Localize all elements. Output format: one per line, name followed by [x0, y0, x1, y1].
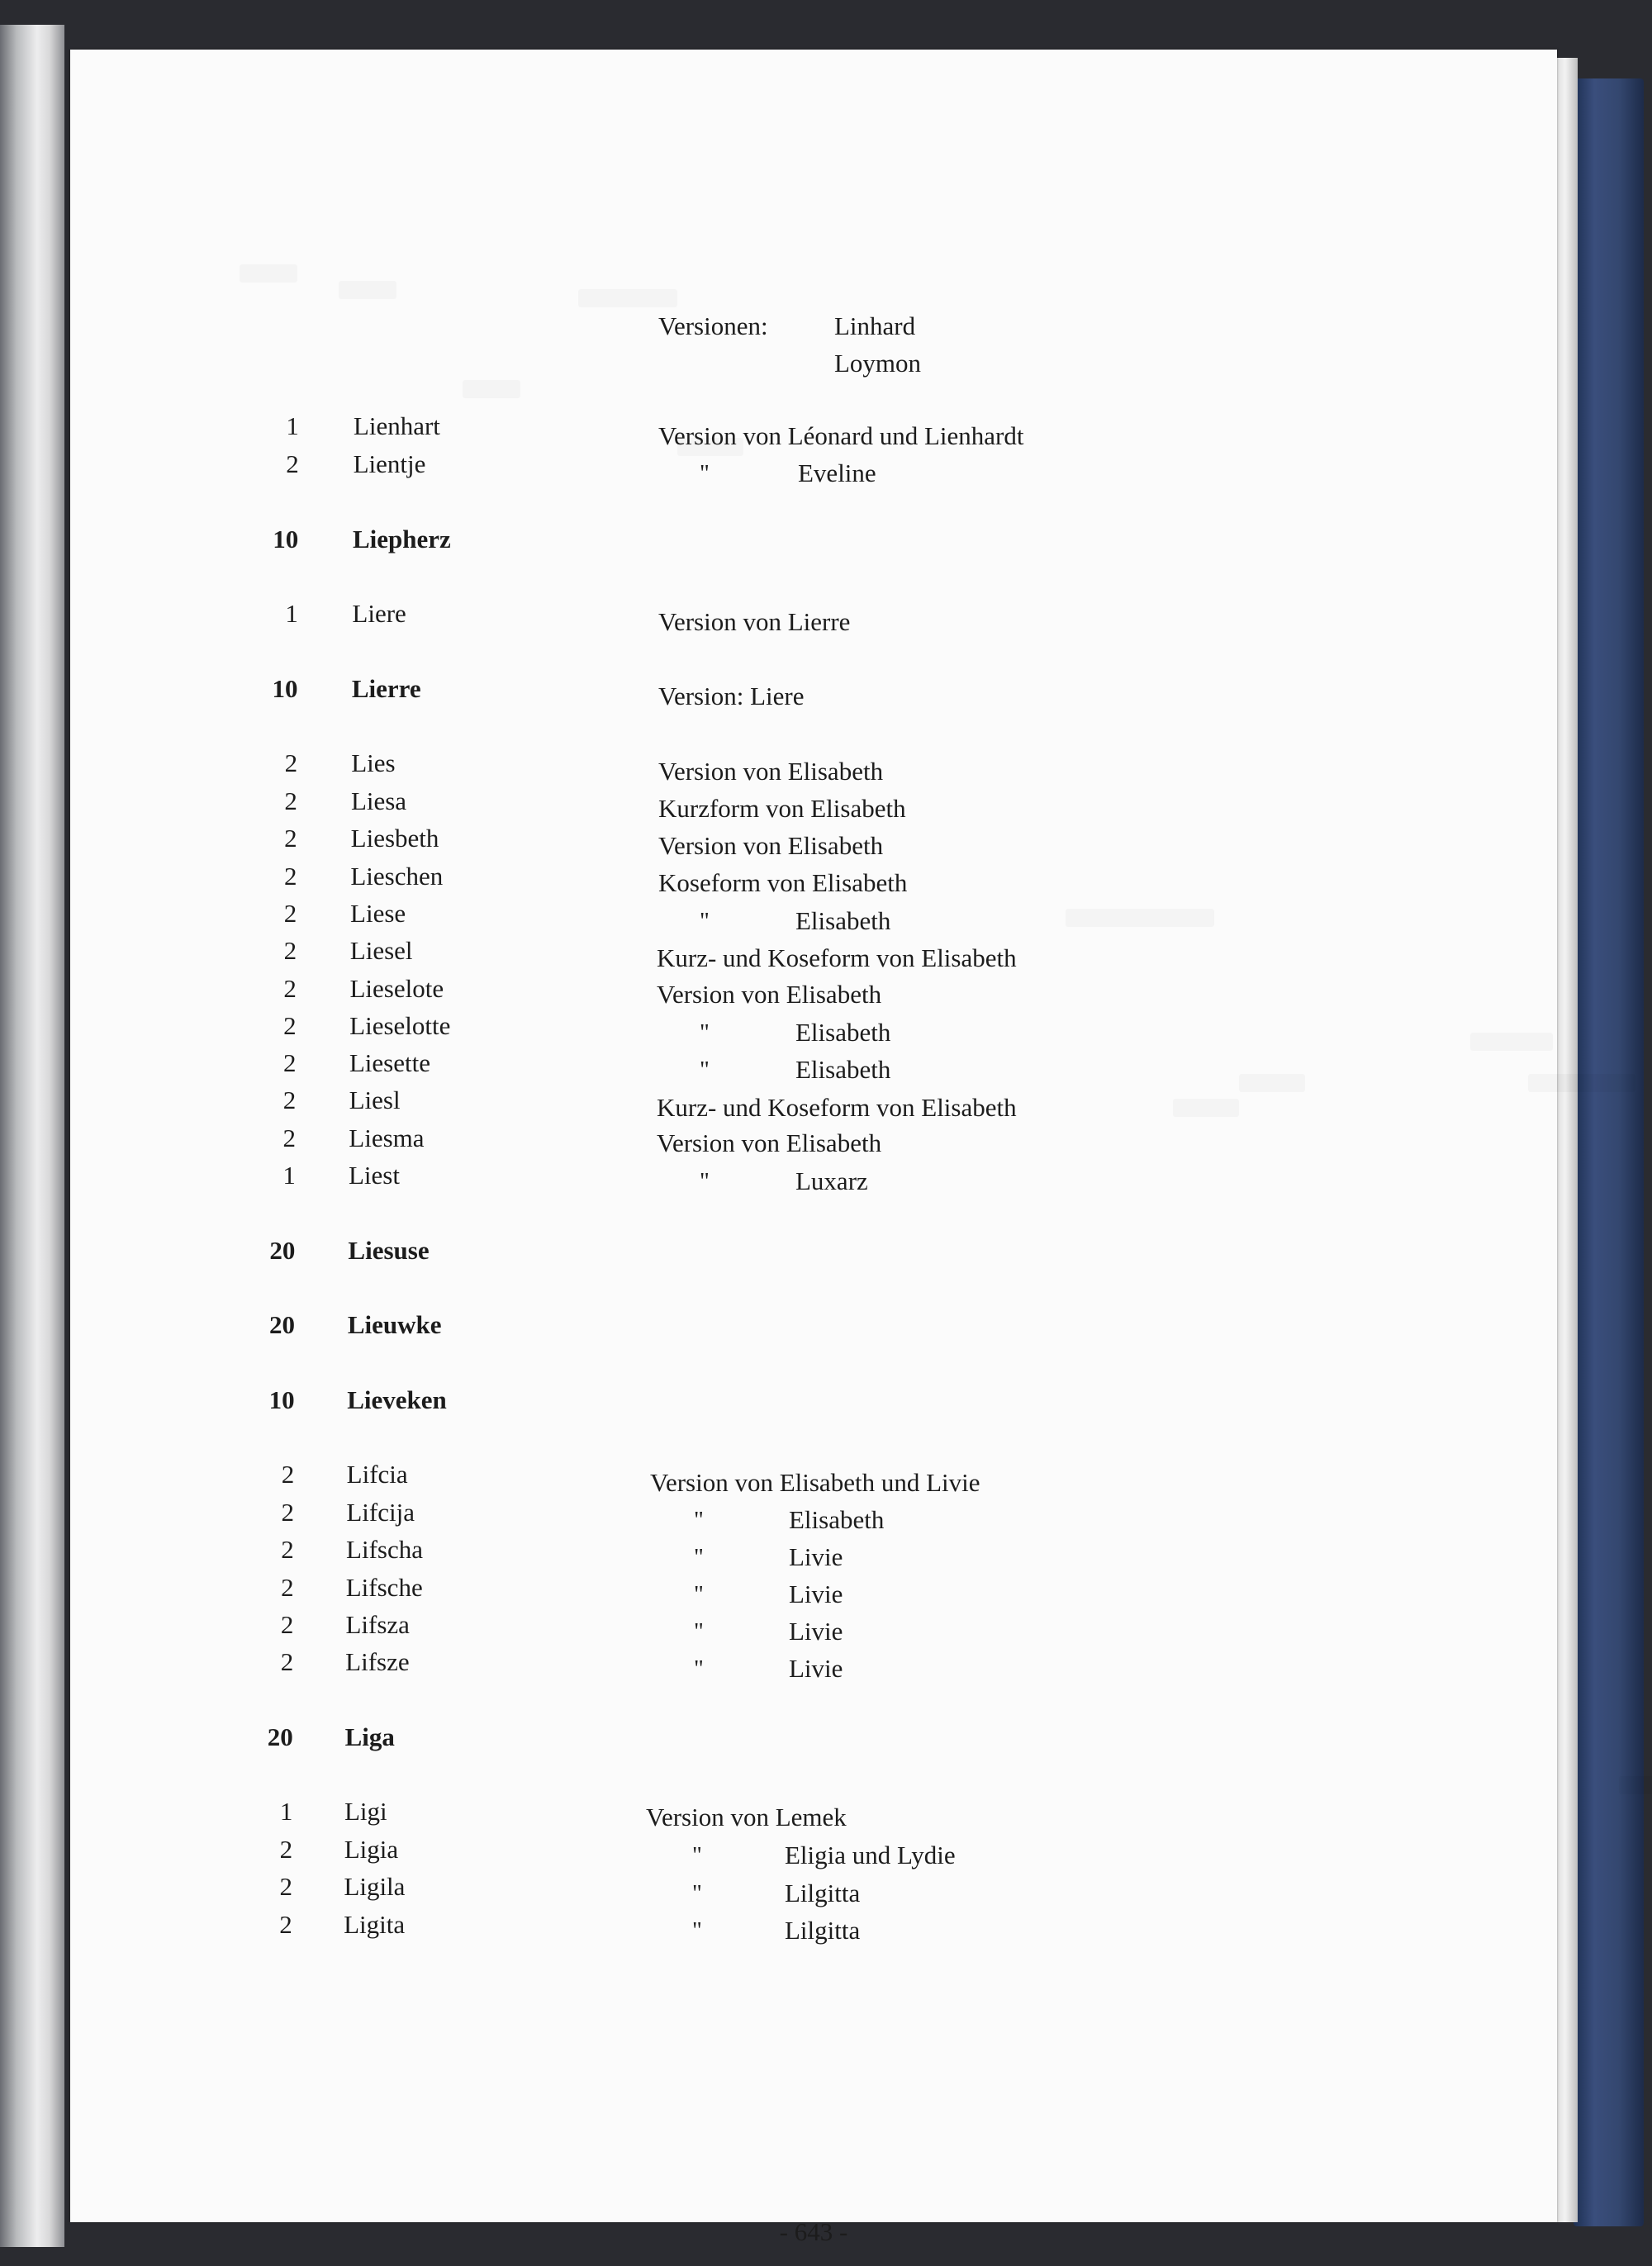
entry-name: Liesma — [349, 1123, 425, 1152]
entry-description: Lilgitta — [785, 1916, 861, 1945]
entry-number: 2 — [280, 1610, 294, 1639]
entry-description: Eligia und Lydie — [785, 1841, 956, 1869]
entry-number: 2 — [284, 748, 298, 777]
entry-description: Kurzform von Elisabeth — [658, 794, 906, 823]
entry-description: Version von Elisabeth — [657, 1128, 882, 1157]
entry-name: Lifsze — [345, 1647, 410, 1676]
ditto-mark: " — [700, 1019, 710, 1046]
ditto-mark: " — [694, 1544, 704, 1570]
ditto-mark: " — [694, 1507, 704, 1533]
list-item — [70, 1234, 1557, 1267]
entry-number: 1 — [279, 1797, 293, 1826]
entry-name: Lieveken — [347, 1385, 447, 1414]
entry-number: 2 — [283, 1011, 297, 1040]
entry-description: Version von Léonard und Lienhardt — [658, 421, 1024, 450]
book-cover-right — [1574, 78, 1644, 2226]
entry-name: Liesbeth — [350, 824, 439, 853]
list-item — [70, 1309, 1557, 1342]
entry-name: Lienhart — [353, 411, 440, 440]
entry-description: Eveline — [798, 458, 876, 487]
ditto-mark: " — [694, 1618, 704, 1645]
book-spine-left — [0, 25, 64, 2247]
entry-description: Koseform von Elisabeth — [658, 868, 908, 897]
entry-number: 10 — [268, 1385, 295, 1414]
entry-name: Liepherz — [353, 525, 451, 553]
ditto-mark: " — [700, 1168, 710, 1195]
entry-number: 10 — [273, 525, 299, 553]
entry-number: 1 — [282, 1161, 296, 1190]
show-through-mark — [578, 289, 677, 307]
entry-number: 2 — [282, 1085, 297, 1114]
entry-name: Lieschen — [350, 862, 444, 891]
entry-name: Liest — [349, 1161, 400, 1190]
entry-description: Version von Elisabeth und Livie — [650, 1468, 980, 1497]
entry-description: Elisabeth — [795, 906, 891, 935]
list-item — [70, 1721, 1557, 1754]
ditto-mark: " — [700, 460, 710, 487]
entry-description: Elisabeth — [789, 1505, 885, 1534]
ditto-mark: " — [692, 1917, 702, 1944]
entry-name: Lifcija — [346, 1498, 415, 1527]
entry-description: Lilgitta — [785, 1879, 861, 1907]
book-page — [70, 50, 1557, 2246]
entry-name: Liesuse — [348, 1236, 430, 1265]
entry-description: Kurz- und Koseform von Elisabeth — [657, 943, 1017, 972]
entry-number: 2 — [283, 974, 297, 1003]
list-item — [70, 672, 1557, 705]
entry-name: Liesa — [350, 786, 407, 815]
entry-name: Lifsche — [345, 1573, 423, 1602]
entry-number: 1 — [285, 599, 298, 628]
entry-number: 2 — [283, 862, 297, 891]
entry-number: 2 — [282, 1123, 297, 1152]
entry-number: 2 — [281, 1498, 294, 1527]
entry-number: 20 — [267, 1722, 293, 1751]
entry-name: Lieuwke — [347, 1310, 442, 1339]
show-through-mark — [240, 264, 297, 283]
entry-number: 2 — [280, 1647, 294, 1676]
entry-description: Version von Elisabeth — [657, 980, 882, 1009]
entry-description: Version von Lemek — [646, 1803, 847, 1831]
page-number: - 643 - — [779, 2217, 848, 2246]
entry-description: Elisabeth — [795, 1018, 891, 1047]
entry-description: Version von Elisabeth — [658, 757, 884, 786]
entry-number: 2 — [282, 1048, 297, 1077]
entry-number: 2 — [279, 1872, 292, 1901]
ditto-mark: " — [700, 1057, 710, 1083]
show-through-mark — [339, 281, 396, 299]
entry-number: 2 — [281, 1535, 294, 1564]
entry-description: Livie — [789, 1617, 843, 1646]
list-item — [70, 523, 1557, 556]
show-through-mark — [463, 380, 520, 398]
entry-name: Ligita — [344, 1910, 406, 1939]
entry-name: Liere — [352, 599, 406, 628]
entry-name: Liesel — [349, 936, 413, 965]
entry-number: 2 — [284, 786, 297, 815]
entry-name: Liesl — [349, 1085, 401, 1114]
entry-name: Lifsza — [345, 1610, 410, 1639]
entry-number: 1 — [286, 411, 299, 440]
ditto-mark: " — [692, 1880, 702, 1907]
list-item — [70, 1384, 1557, 1417]
entry-name: Lientje — [353, 449, 426, 478]
entry-name: Lieselotte — [349, 1011, 451, 1040]
entry-number: 2 — [281, 1460, 295, 1489]
entry-name: Liesette — [349, 1048, 430, 1077]
entry-description: Version: Liere — [658, 682, 805, 710]
entry-description: Version von Lierre — [658, 607, 851, 636]
entry-name: Lifscha — [346, 1535, 424, 1564]
entry-name: Ligila — [344, 1872, 406, 1901]
entry-number: 10 — [272, 674, 298, 703]
entry-description: Luxarz — [795, 1166, 868, 1195]
entry-number: 2 — [281, 1573, 294, 1602]
ditto-mark: " — [694, 1581, 704, 1608]
ditto-mark: " — [700, 908, 710, 934]
entry-name: Ligi — [344, 1797, 387, 1826]
entry-number: 20 — [269, 1310, 296, 1339]
entry-description: Versionen: — [658, 311, 768, 340]
entry-name: Ligia — [344, 1835, 399, 1864]
entry-number: 2 — [279, 1910, 292, 1939]
ditto-mark: " — [692, 1842, 702, 1869]
entry-name: Liga — [344, 1722, 395, 1751]
entry-number: 20 — [269, 1236, 296, 1265]
entry-name: Lieselote — [349, 974, 444, 1003]
entry-description: Livie — [789, 1542, 843, 1571]
entry-description: Livie — [789, 1654, 843, 1683]
entry-name: Lifcia — [346, 1460, 408, 1489]
ditto-mark: " — [694, 1656, 704, 1682]
entry-number: 2 — [279, 1835, 293, 1864]
entry-number: 2 — [283, 936, 297, 965]
entry-name: Liese — [350, 899, 406, 928]
entry-description: Kurz- und Koseform von Elisabeth — [657, 1093, 1017, 1122]
entry-version: Linhard — [834, 311, 916, 340]
entry-name: Lierre — [351, 674, 421, 703]
entry-number: 2 — [284, 824, 297, 853]
entry-number: 2 — [283, 899, 297, 928]
entry-number: 2 — [286, 449, 299, 478]
entry-name: Lies — [351, 748, 396, 777]
entry-description: Elisabeth — [795, 1055, 891, 1084]
entry-version: Loymon — [834, 349, 922, 378]
entry-description: Version von Elisabeth — [658, 831, 884, 860]
entry-description: Livie — [789, 1580, 843, 1608]
